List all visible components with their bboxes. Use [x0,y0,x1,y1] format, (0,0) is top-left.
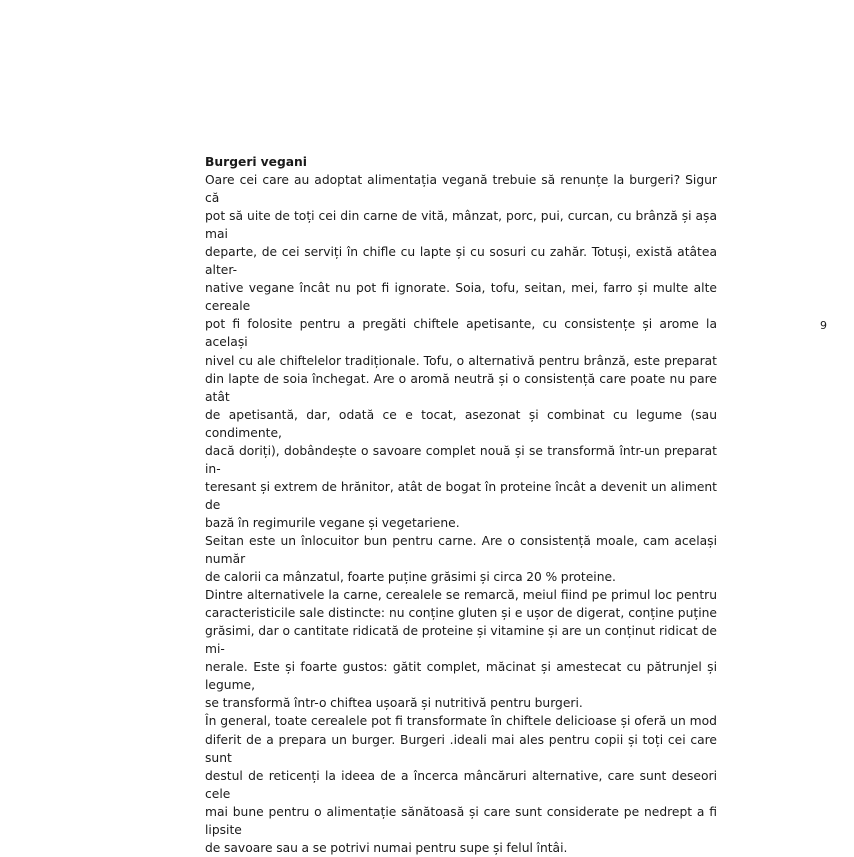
paragraph-line: de apetisantă, dar, odată ce e tocat, asezonat și combinat cu legume (sau condimente, [205,407,717,440]
paragraph-line: În general, toate cerealele pot fi transformate în chiftele delicioase și oferă un mod [205,714,717,729]
paragraph-line: diferit de a prepara un burger. Burgeri .ideali mai ales pentru copii și toți cei care sunt [205,732,717,765]
paragraph-line: native vegane încât nu pot fi ignorate. Soia, tofu, seitan, mei, farro și multe alte cereale [205,281,717,314]
paragraph-line: de calorii ca mânzatul, foarte puține grăsimi și circa 20 % proteine. [205,570,616,585]
paragraph-line: pot să uite de toți cei din carne de vită, mânzat, porc, pui, curcan, cu brânză și așa mai [205,209,717,242]
paragraph-line: se transformă într-o chiftea ușoară și nutritivă pentru burgeri. [205,696,583,711]
paragraph-line: caracteristicile sale distincte: nu conține gluten și e ușor de digerat, conține puține [205,606,717,621]
article-body [205,153,717,857]
paragraph-line: nivel cu ale chiftelelor tradiționale. Tofu, o alternativă pentru brânză, este preparat [205,353,717,368]
paragraph-line: Dintre alternativele la carne, cerealele se remarcă, meiul fiind pe primul loc pentru [205,588,717,603]
article-title: Burgeri vegani [205,155,308,169]
paragraph-1 [205,171,717,532]
paragraph-line: dacă doriți), dobândește o savoare complet nouă și se transformă într-un preparat in- [205,443,717,476]
paragraph-line: din lapte de soia închegat. Are o aromă neutră și o consistență care poate nu pare atât [205,371,717,404]
paragraph-2 [205,532,717,586]
page-number: 9 [820,319,827,332]
paragraph-line: destul de reticenți la ideea de a încerca mâncăruri alternative, care sunt deseori cele [205,768,717,801]
paragraph-4 [205,712,717,856]
paragraph-line: teresant și extrem de hrănitor, atât de bogat în proteine încât a devenit un aliment de [205,479,717,512]
paragraph-3 [205,586,717,712]
paragraph-line: Oare cei care au adoptat alimentația vegană trebuie să renunțe la burgeri? Sigur că [205,173,717,206]
paragraph-line: grăsimi, dar o cantitate ridicată de proteine și vitamine și are un conținut ridicat de mi- [205,624,717,657]
paragraph-line: bază în regimurile vegane și vegetariene. [205,515,460,530]
paragraph-line: nerale. Este și foarte gustos: gătit complet, măcinat și amestecat cu pătrunjel și legume, [205,660,717,693]
paragraph-line: departe, de cei serviți în chifle cu lapte și cu sosuri cu zahăr. Totuși, există atâtea alter- [205,245,717,278]
paragraph-line: de savoare sau a se potrivi numai pentru supe și felul întâi. [205,840,568,855]
paragraph-line: pot fi folosite pentru a pregăti chiftele apetisante, cu consistențe și arome la același [205,317,717,350]
paragraph-line: Seitan este un înlocuitor bun pentru carne. Are o consistență moale, cam același număr [205,533,717,567]
paragraph-line: mai bune pentru o alimentație sănătoasă și care sunt considerate pe nedrept a fi lipsite [205,804,717,837]
